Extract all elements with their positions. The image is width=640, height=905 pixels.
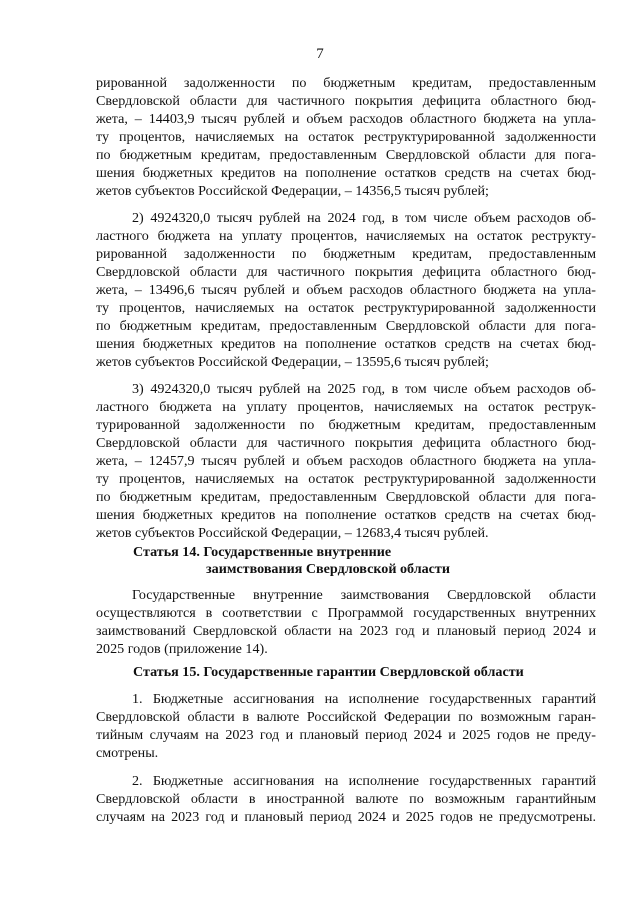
article-14-heading: Статья 14. Государственные внутренние xyxy=(133,544,392,560)
text-line: Свердловской области для частичного покрытия дефицита областного бюд- xyxy=(96,93,596,109)
text-line: рированной задолженности по бюджетным кредитам, предоставленным xyxy=(96,246,596,262)
text-line: смотрены. xyxy=(96,745,159,761)
text-line: жетов субъектов Российской Федерации, – 14356,5 тысяч рублей; xyxy=(96,183,489,199)
text-line: по бюджетным кредитам, предоставленным Свердловской области для пога- xyxy=(96,489,596,505)
text-line: ластного бюджета на уплату процентов, начисляемых на остаток реструкту- xyxy=(96,228,596,244)
text-line: 2025 годов (приложение 14). xyxy=(96,641,268,657)
text-line: 2) 4924320,0 тысяч рублей на 2024 год, в том числе объем расходов об- xyxy=(132,210,596,226)
text-line: ту процентов, начисляемых на остаток реструктурированной задолженности xyxy=(96,471,596,487)
text-line: жета, – 12457,9 тысяч рублей и объем расходов областного бюджета на упла- xyxy=(96,453,596,469)
text-line: Свердловской области для частичного покрытия дефицита областного бюд- xyxy=(96,264,596,280)
text-line: шения бюджетных кредитов на пополнение остатков средств на счетах бюд- xyxy=(96,336,596,352)
text-line: рированной задолженности по бюджетным кредитам, предоставленным xyxy=(96,75,596,91)
text-line: жетов субъектов Российской Федерации, – 12683,4 тысяч рублей. xyxy=(96,525,489,541)
text-line: заимствований Свердловской области на 2023 год и плановый период 2024 и xyxy=(96,623,596,639)
text-line: шения бюджетных кредитов на пополнение остатков средств на счетах бюд- xyxy=(96,165,596,181)
text-line: жетов субъектов Российской Федерации, – 13595,6 тысяч рублей; xyxy=(96,354,489,370)
text-line: осуществляются в соответствии с Программой государственных внутренних xyxy=(96,605,596,621)
page-number: 7 xyxy=(316,46,324,62)
text-line: шения бюджетных кредитов на пополнение остатков средств на счетах бюд- xyxy=(96,507,596,523)
text-line: 3) 4924320,0 тысяч рублей на 2025 год, в том числе объем расходов об- xyxy=(132,381,596,397)
text-line: ту процентов, начисляемых на остаток реструктурированной задолженности xyxy=(96,300,596,316)
text-line: ластного бюджета на уплату процентов, начисляемых на остаток реструк- xyxy=(96,399,596,415)
text-line: ту процентов, начисляемых на остаток реструктурированной задолженности xyxy=(96,129,596,145)
text-line: 2. Бюджетные ассигнования на исполнение государственных гарантий xyxy=(132,773,596,789)
text-line: тийным случаям на 2023 год и плановый период 2024 и 2025 годов не преду- xyxy=(96,727,596,743)
text-line: Государственные внутренние заимствования Свердловской области xyxy=(132,587,596,603)
article-15-heading: Статья 15. Государственные гарантии Свердловской области xyxy=(133,664,524,680)
text-line: жета, – 13496,6 тысяч рублей и объем расходов областного бюджета на упла- xyxy=(96,282,596,298)
text-line: по бюджетным кредитам, предоставленным Свердловской области для пога- xyxy=(96,147,596,163)
text-line: 1. Бюджетные ассигнования на исполнение государственных гарантий xyxy=(132,691,596,707)
text-line: Свердловской области в валюте Российской Федерации по возможным гаран- xyxy=(96,709,596,725)
text-line: по бюджетным кредитам, предоставленным Свердловской области для пога- xyxy=(96,318,596,334)
text-line: турированной задолженности по бюджетным кредитам, предоставленным xyxy=(96,417,596,433)
text-line: Свердловской области для частичного покрытия дефицита областного бюд- xyxy=(96,435,596,451)
text-line: случаям на 2023 год и плановый период 2024 и 2025 годов не предусмотрены. xyxy=(96,809,596,825)
text-line: жета, – 14403,9 тысяч рублей и объем расходов областного бюджета на упла- xyxy=(96,111,596,127)
text-line: Свердловской области в иностранной валюте по возможным гарантийным xyxy=(96,791,596,807)
article-14-heading: заимствования Свердловской области xyxy=(206,561,450,577)
